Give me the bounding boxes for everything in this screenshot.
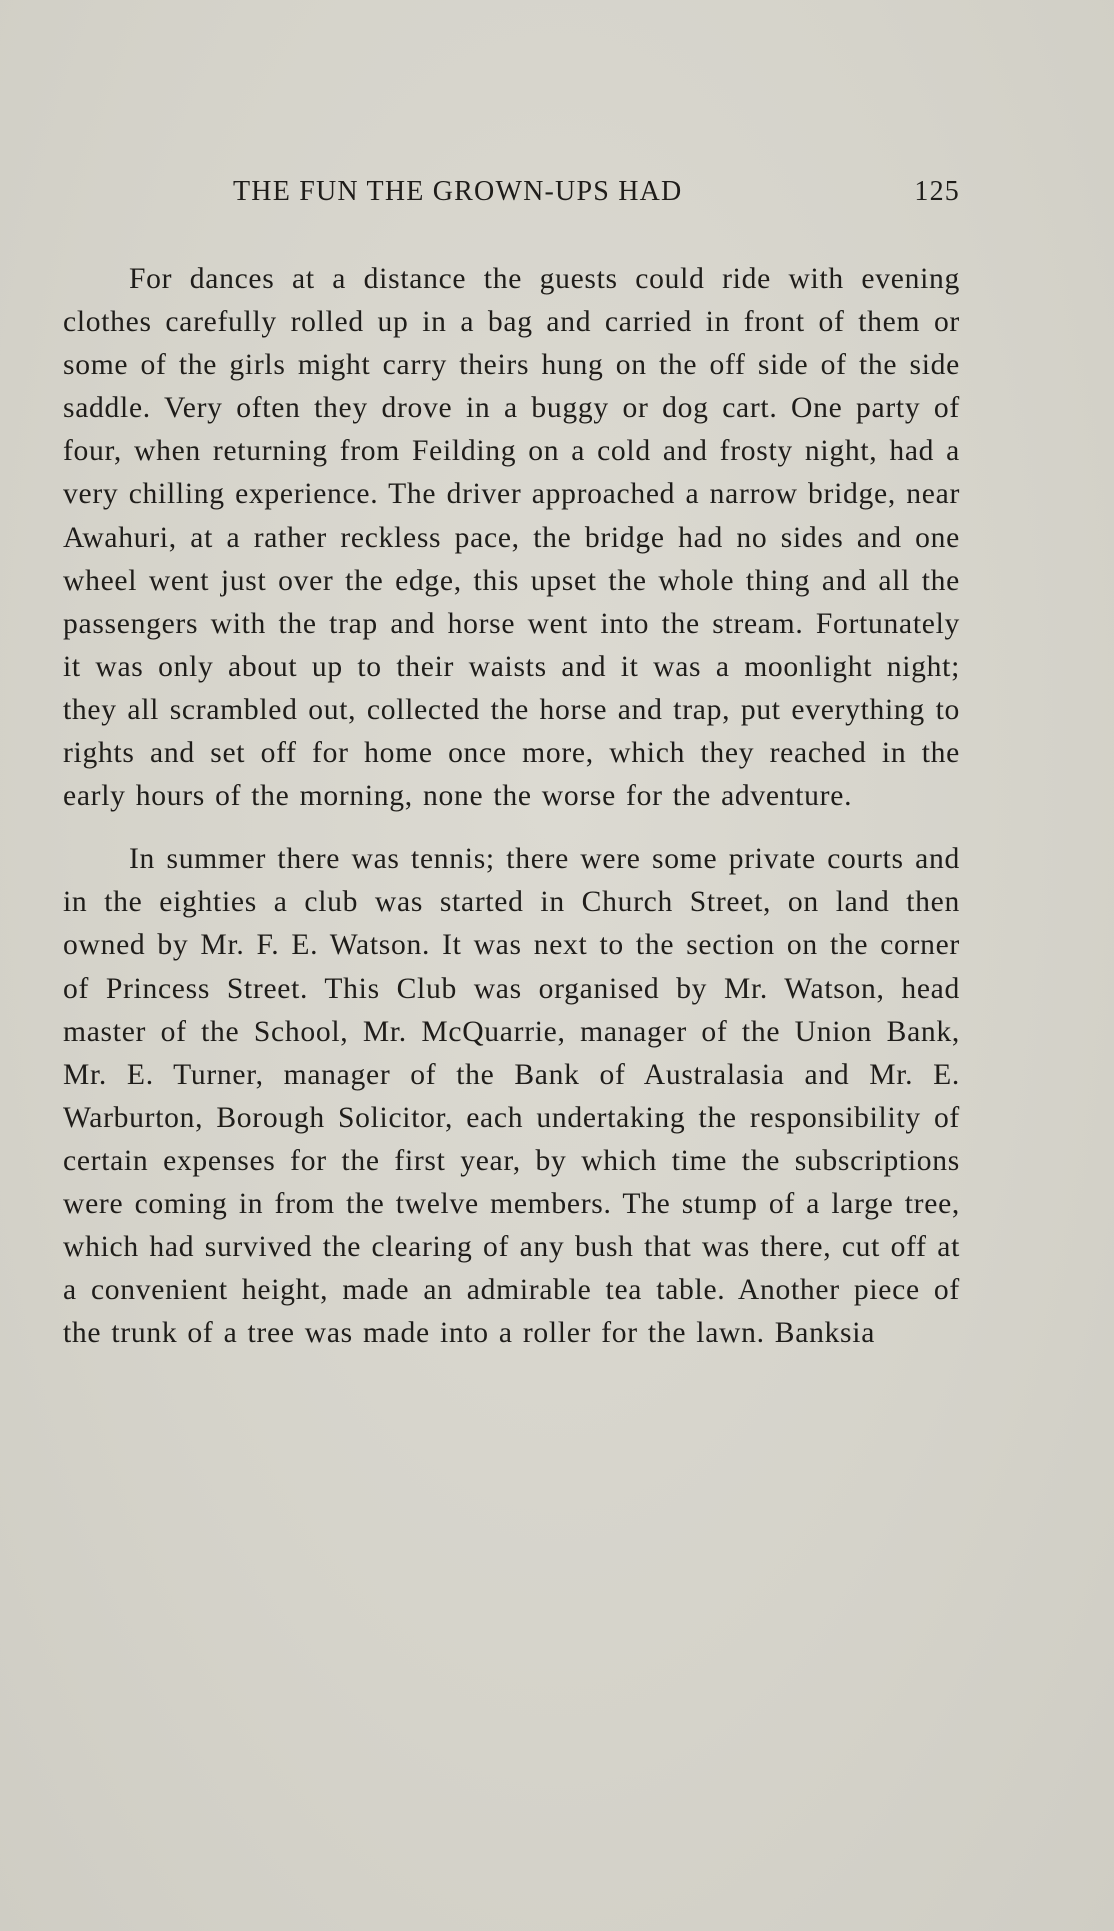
paragraph-tennis: In summer there was tennis; there were some private courts and in the eighties a club was started in Church Street, on land then owned by Mr. F. E. Watson. It was next to the section on the corner of Princess Street. This Club was organised by Mr. Watson, head master of the School, Mr. McQuarrie, manager of the Union Bank, Mr. E. Turner, manager of the Bank of Australasia and Mr. E. Warburton, Borough Solicitor, each undertaking the responsibility of certain expenses for the first year, by which time the subscriptions were coming in from the twelve members. The stump of a large tree, which had survived the clearing of any bush that was there, cut off at a convenient height, made an admirable tea table. Another piece of the trunk of a tree was made into a roller for the lawn. Banksia (63, 843, 960, 1350)
body-text (63, 258, 960, 1355)
running-head (63, 176, 960, 216)
page-number: 125 (914, 176, 960, 207)
running-head-title: THE FUN THE GROWN-UPS HAD (233, 176, 683, 207)
paragraph-dances: For dances at a distance the guests could ride with evening clothes carefully rolled up in a bag and carried in front of them or some of the girls might carry theirs hung on the off side of the side saddle. Very often they drove in a buggy or dog cart. One party of four, when returning from Feilding on a cold and frosty night, had a very chilling experience. The driver approached a narrow bridge, near Awahuri, at a rather reckless pace, the bridge had no sides and one wheel went just over the edge, this upset the whole thing and all the passengers with the trap and horse went into the stream. Fortunately it was only about up to their waists and it was a moonlight night; they all scrambled out, collected the horse and trap, put everything to rights and set off for home once more, which they reached in the early hours of the morning, none the worse for the adventure. (63, 263, 960, 813)
